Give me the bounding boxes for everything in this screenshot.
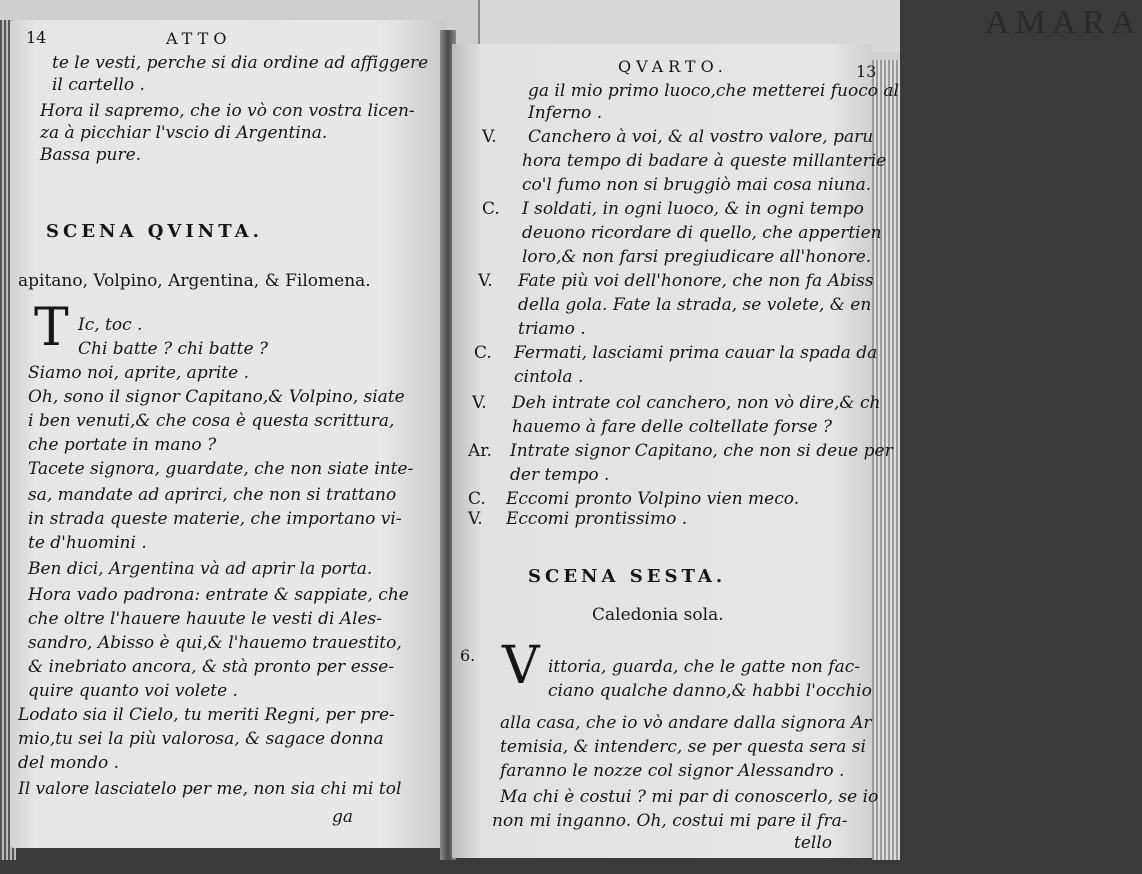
text-line: za à picchiar l'vscio di Argentina. [40, 123, 328, 143]
speaker-label: V. [468, 509, 483, 529]
text-line: Hora il sapremo, che io vò con vostra licen- [40, 101, 415, 121]
right-catchword: tello [794, 833, 833, 853]
left-catchword: ga [332, 807, 354, 827]
text-line: Bassa pure. [40, 145, 142, 165]
text-line: co'l fumo non si bruggiò mai cosa niuna. [522, 175, 872, 195]
drop-cap: T [34, 298, 69, 358]
text-line: Inferno . [528, 103, 603, 123]
left-page-number: 14 [26, 28, 47, 47]
text-line: sandro, Abisso è qui,& l'hauemo trauestito, [28, 633, 402, 653]
text-line: hauemo à fare delle coltellate forse ? [512, 417, 833, 437]
speaker-label: C. [468, 489, 486, 509]
text-line: ga il mio primo luoco,che metterei fuoco al [528, 81, 899, 101]
text-line: ciano qualche danno,& habbi l'occhio [548, 681, 872, 701]
text-line: che portate in mano ? [28, 435, 217, 455]
text-line: Oh, sono il signor Capitano,& Volpino, siate [28, 387, 405, 407]
text-line: della gola. Fate la strada, se volete, & en [518, 295, 872, 315]
speaker-label: C. [474, 343, 492, 363]
text-line: cintola . [514, 367, 584, 387]
text-line: hora tempo di badare à queste millanterie [522, 151, 887, 171]
cover-title: AMARA [985, 4, 1142, 41]
right-running-head: QVARTO. [618, 57, 728, 76]
text-line: Intrate signor Capitano, che non si deue per [510, 441, 893, 461]
scene-characters: apitano, Volpino, Argentina, & Filomena. [18, 271, 371, 291]
text-line: Fate più voi dell'honore, che non fa Abiss [518, 271, 874, 291]
text-line: quire quanto voi volete . [28, 681, 238, 701]
scene-heading: SCENA SESTA. [528, 566, 727, 587]
text-line: te d'huomini . [28, 533, 147, 553]
text-line: i ben venuti,& che cosa è questa scrittura, [28, 411, 395, 431]
text-line: Canchero à voi, & al vostro valore, paru [528, 127, 874, 147]
text-line: ittoria, guarda, che le gatte non fac- [548, 657, 860, 677]
text-line: Ma chi è costui ? mi par di conoscerlo, se io [500, 787, 879, 807]
text-line: der tempo . [510, 465, 610, 485]
speaker-label: C. [482, 199, 500, 219]
scene-characters: Caledonia sola. [592, 605, 724, 625]
text-line: Ic, toc . [78, 315, 143, 335]
text-line: che oltre l'hauere hauute le vesti di Ales- [28, 609, 383, 629]
text-line: Tacete signora, guardate, che non siate inte- [28, 459, 414, 479]
text-line: I soldati, in ogni luoco, & in ogni tempo [522, 199, 864, 219]
text-line: temisia, & intenderc, se per questa sera si [500, 737, 866, 757]
text-line: Hora vado padrona: entrate & sappiate, che [28, 585, 409, 605]
speaker-label: V. [472, 393, 487, 413]
text-line: te le vesti, perche si dia ordine ad affiggere [52, 53, 429, 73]
text-line: Deh intrate col canchero, non vò dire,& ch [512, 393, 881, 413]
text-line: deuono ricordare di quello, che appertien [522, 223, 882, 243]
text-line: mio,tu sei la più valorosa, & sagace donna [18, 729, 384, 749]
marginal-number: 6. [460, 646, 476, 665]
speaker-label: V. [482, 127, 497, 147]
text-line: non mi inganno. Oh, costui mi pare il fra- [492, 811, 848, 831]
text-line: Il valore lasciatelo per me, non sia chi mi tol [18, 779, 402, 799]
text-line: alla casa, che io vò andare dalla signora Ar [500, 713, 872, 733]
text-line: & inebriato ancora, & stà pronto per esse- [28, 657, 395, 677]
speaker-label: Ar. [468, 441, 492, 461]
text-line: Chi batte ? chi batte ? [78, 339, 269, 359]
text-line: Ben dici, Argentina và ad aprir la porta. [28, 559, 373, 579]
text-line: in strada queste materie, che importano vi- [28, 509, 402, 529]
text-line: loro,& non farsi pregiudicare all'honore. [522, 247, 872, 267]
text-line: faranno le nozze col signor Alessandro . [500, 761, 845, 781]
text-line: Fermati, lasciami prima cauar la spada da [514, 343, 878, 363]
speaker-label: V. [478, 271, 493, 291]
left-running-head: ATTO [166, 29, 232, 48]
text-line: Lodato sia il Cielo, tu meriti Regni, per pre- [18, 705, 395, 725]
text-line: triamo . [518, 319, 586, 339]
text-line: il cartello . [52, 75, 145, 95]
drop-cap: V [502, 636, 540, 696]
text-line: Siamo noi, aprite, aprite . [28, 363, 249, 383]
scene-heading: SCENA QVINTA. [46, 221, 263, 242]
text-line: Eccomi prontissimo . [506, 509, 688, 529]
text-line: sa, mandate ad aprirci, che non si trattano [28, 485, 397, 505]
text-line: del mondo . [18, 753, 120, 773]
right-page-number: 13 [856, 62, 877, 81]
text-line: Eccomi pronto Volpino vien meco. [506, 489, 800, 509]
